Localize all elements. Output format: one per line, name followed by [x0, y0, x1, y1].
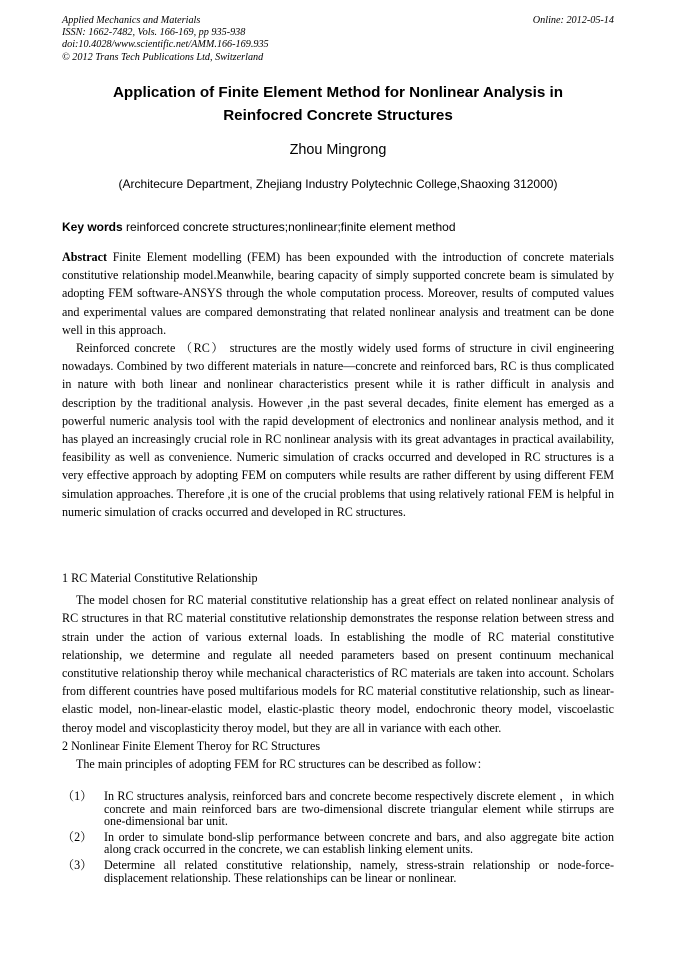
section-1	[62, 569, 614, 773]
list-number: （1）	[62, 789, 93, 803]
keywords-text: reinforced concrete structures;nonlinear;finite element method	[122, 220, 456, 234]
journal-name: Applied Mechanics and Materials	[62, 15, 201, 26]
copyright-line: © 2012 Trans Tech Publications Ltd, Switzerland	[62, 51, 264, 63]
abstract-paragraph	[62, 248, 614, 339]
title-line-2: Reinfocred Concrete Structures	[223, 106, 453, 124]
online-date: Online: 2012-05-14	[532, 15, 614, 26]
principles-list	[62, 790, 614, 887]
list-item	[62, 831, 614, 856]
abstract-section	[62, 248, 614, 521]
title-line-1: Application of Finite Element Method for Nonlinear Analysis in	[112, 84, 564, 101]
doi-line: doi:10.4028/www.scientific.net/AMM.166-169.935	[62, 39, 269, 51]
abstract-label: Abstract	[62, 250, 108, 264]
section-1-heading: 1 RC Material Constitutive Relationship	[62, 571, 258, 585]
list-text: In order to simulate bond-slip performance between concrete and bars, and also aggregate bite action along crack occurred in the concrete, we can establish linking element units.	[104, 829, 614, 857]
affiliation: (Architecure Department, Zhejiang Industry Polytechnic College,Shaoxing 312000)	[118, 177, 558, 191]
keywords-label: Key words	[62, 220, 123, 234]
section-2-heading: 2 Nonlinear Finite Element Theroy for RC Structures	[62, 738, 321, 753]
intro-paragraph: Reinforced concrete （RC） structures are the mostly widely used forms of structure in civil engineering nowadays. Combined by two different materials in nature—concrete and reinforced bars, RC is thus complicated in nature with both linear and nonlinear characteristics present while it is rather difficult in analysis and description by the traditional analysis. However ,in the past several decades, finite element has emerged as a powerful numeric analysis tool with the rapid development of electronics and nonlinear analysis method, and it has played an increasingly crucial role in RC nonlinear analysis with its great advantages in practical availability, feasibility as well as convenience. Numeric simulation of cracks occurred and developed in RC structures is a very effective approach by adopting FEM on computers while results are rather different by using different FEM simulation approaches. Therefore ,it is one of the crucial problems that using relatively rational FEM is helpful in numeric simulation of cracks occurred and developed in RC structures.	[62, 341, 614, 519]
list-text: In RC structures analysis, reinforced bars and concrete become respectively discrete element ，in which concrete and main reinforced bars are two-dimensional discrete triangular element while stirrups are one-dimensional bar unit.	[104, 789, 614, 829]
journal-header	[62, 15, 269, 64]
list-item	[62, 859, 614, 884]
list-number: （3）	[62, 857, 93, 872]
paper-title	[62, 82, 614, 127]
list-item	[62, 790, 614, 828]
list-number: （2）	[62, 829, 93, 844]
section-1-text: The model chosen for RC material constitutive relationship has a great effect on related nonlinear analysis of RC structures in that RC material constitutive relationship demonstrates the response relation between stress and strain under the action of various external loads. In establishing the modle of RC material constitutive relationship, we determine and regulate all needed parameters based on present continuum mechanical constitutive relationship theroy while mechanical characteristics of RC materials are taken into account. Scholars from different countries have posed multifarious models for RC material constitutive relationship, such as linear-elastic model, non-linear-elastic model, elastic-plastic theory model, endochronic theory model, viscoelastic theroy model and viscoplasticity theroy model, but they are all in variance with each other.	[62, 593, 614, 735]
section-2-intro: The main principles of adopting FEM for RC structures can be described as follow：	[76, 757, 489, 772]
keywords	[62, 219, 614, 235]
list-text: Determine all related constitutive relationship, namely, stress-strain relationship or node-force-displacement relationship. These relationships can be linear or nonlinear.	[104, 857, 614, 885]
abstract-text: Finite Element modelling (FEM) has been expounded with the introduction of concrete materials constitutive relationship model.Meanwhile, bearing capacity of simply supported concrete beam is simulated by adopting FEM software-ANSYS through the whole computation process. Moreover, results of computed values and experimental values are compared demonstrating that related nonlinear analysis and treatment can be done well in this approach.	[62, 250, 614, 337]
issn-line: ISSN: 1662-7482, Vols. 166-169, pp 935-938	[62, 27, 246, 39]
author-name: Zhou Mingrong	[289, 142, 387, 158]
